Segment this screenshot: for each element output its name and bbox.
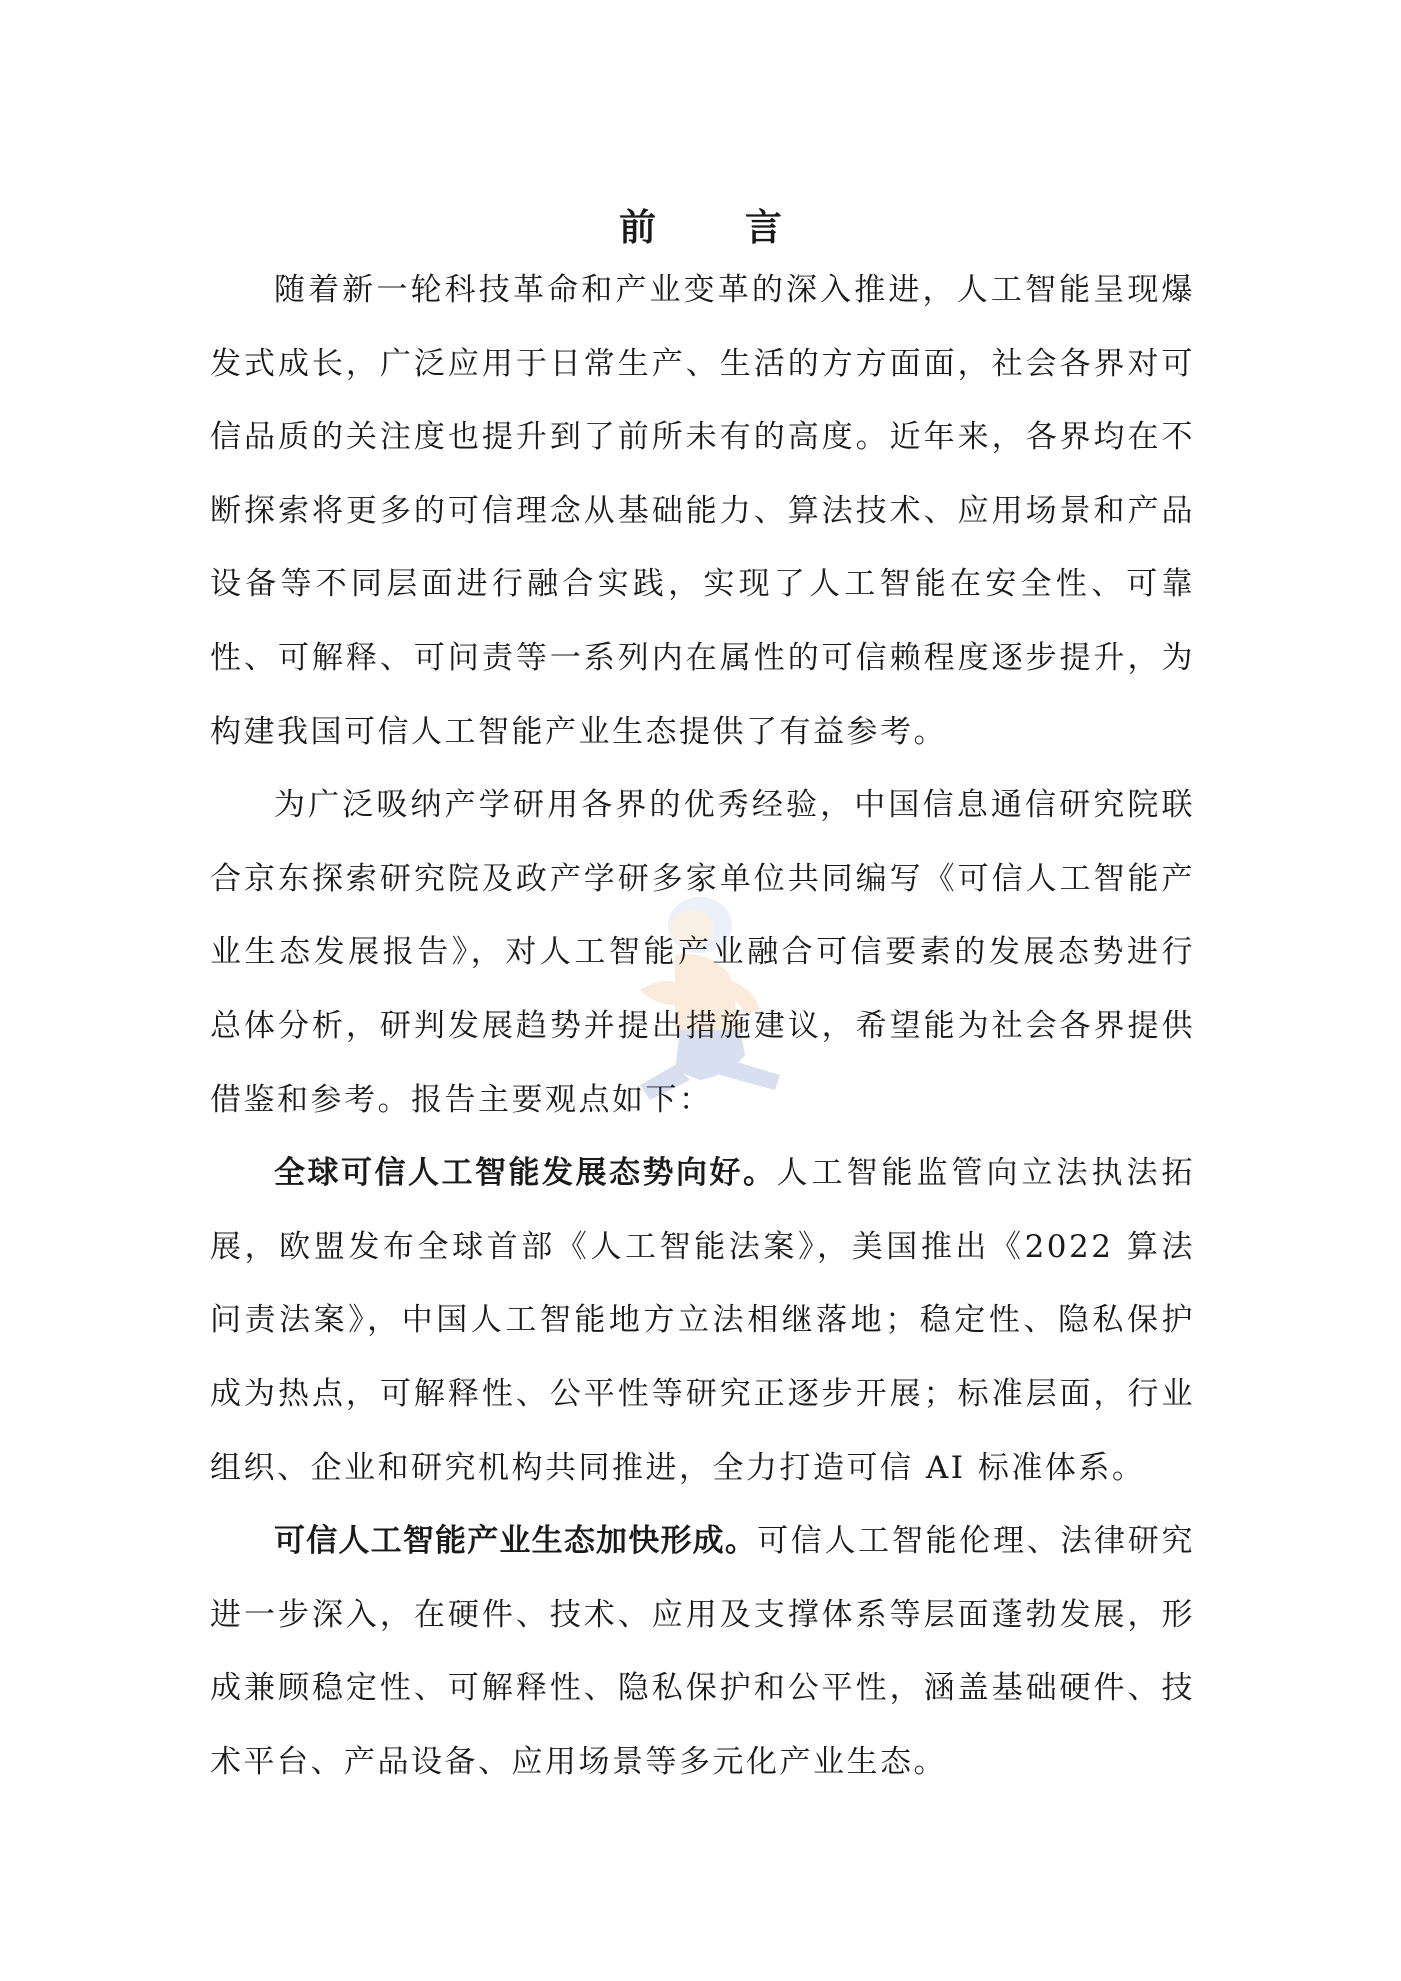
paragraph-1 [210, 254, 1195, 769]
paragraph-4-text: 可信人工智能伦理、法律研究进一步深入，在硬件、技术、应用及支撑体系等层面蓬勃发展，形成兼顾稳定性、可解释性、隐私保护和公平性，涵盖基础硬件、技术平台、产品设备、应用场景等多元化产业生态。 [210, 1523, 1196, 1780]
paragraph-4-lead: 可信人工智能产业生态加快形成。 [274, 1523, 758, 1560]
paragraph-3 [210, 1137, 1195, 1505]
paragraph-1-text: 随着新一轮科技革命和产业变革的深入推进，人工智能呈现爆发式成长，广泛应用于日常生产、生活的方方面面，社会各界对可信品质的关注度也提升到了前所未有的高度。近年来，各界均在不断探索将更多的可信理念从基础能力、算法技术、应用场景和产品设备等不同层面进行融合实践，实现了人工智能在安全性、可靠性、可解释、可问责等一系列内在属性的可信赖程度逐步提升，为构建我国可信人工智能产业生态提供了有益参考。 [210, 272, 1195, 750]
paragraph-4 [210, 1505, 1195, 1799]
paragraph-3-lead: 全球可信人工智能发展态势向好。 [274, 1155, 777, 1192]
paragraph-2 [210, 769, 1195, 1137]
preface-body [210, 254, 1195, 1799]
page-title: 前 言 [619, 205, 820, 249]
paragraph-3-text: 人工智能监管向立法执法拓展，欧盟发布全球首部《人工智能法案》，美国推出《2022 算法问责法案》，中国人工智能地方立法相继落地；稳定性、隐私保护成为热点，可解释性、公平性等研究正逐步开展；标准层面，行业组织、企业和研究机构共同推进，全力打造可信 AI 标准体系。 [210, 1155, 1195, 1486]
paragraph-2-text: 为广泛吸纳产学研用各界的优秀经验，中国信息通信研究院联合京东探索研究院及政产学研多家单位共同编写《可信人工智能产业生态发展报告》，对人工智能产业融合可信要素的发展态势进行总体分析，研判发展趋势并提出措施建议，希望能为社会各界提供借鉴和参考。报告主要观点如下： [210, 787, 1195, 1118]
